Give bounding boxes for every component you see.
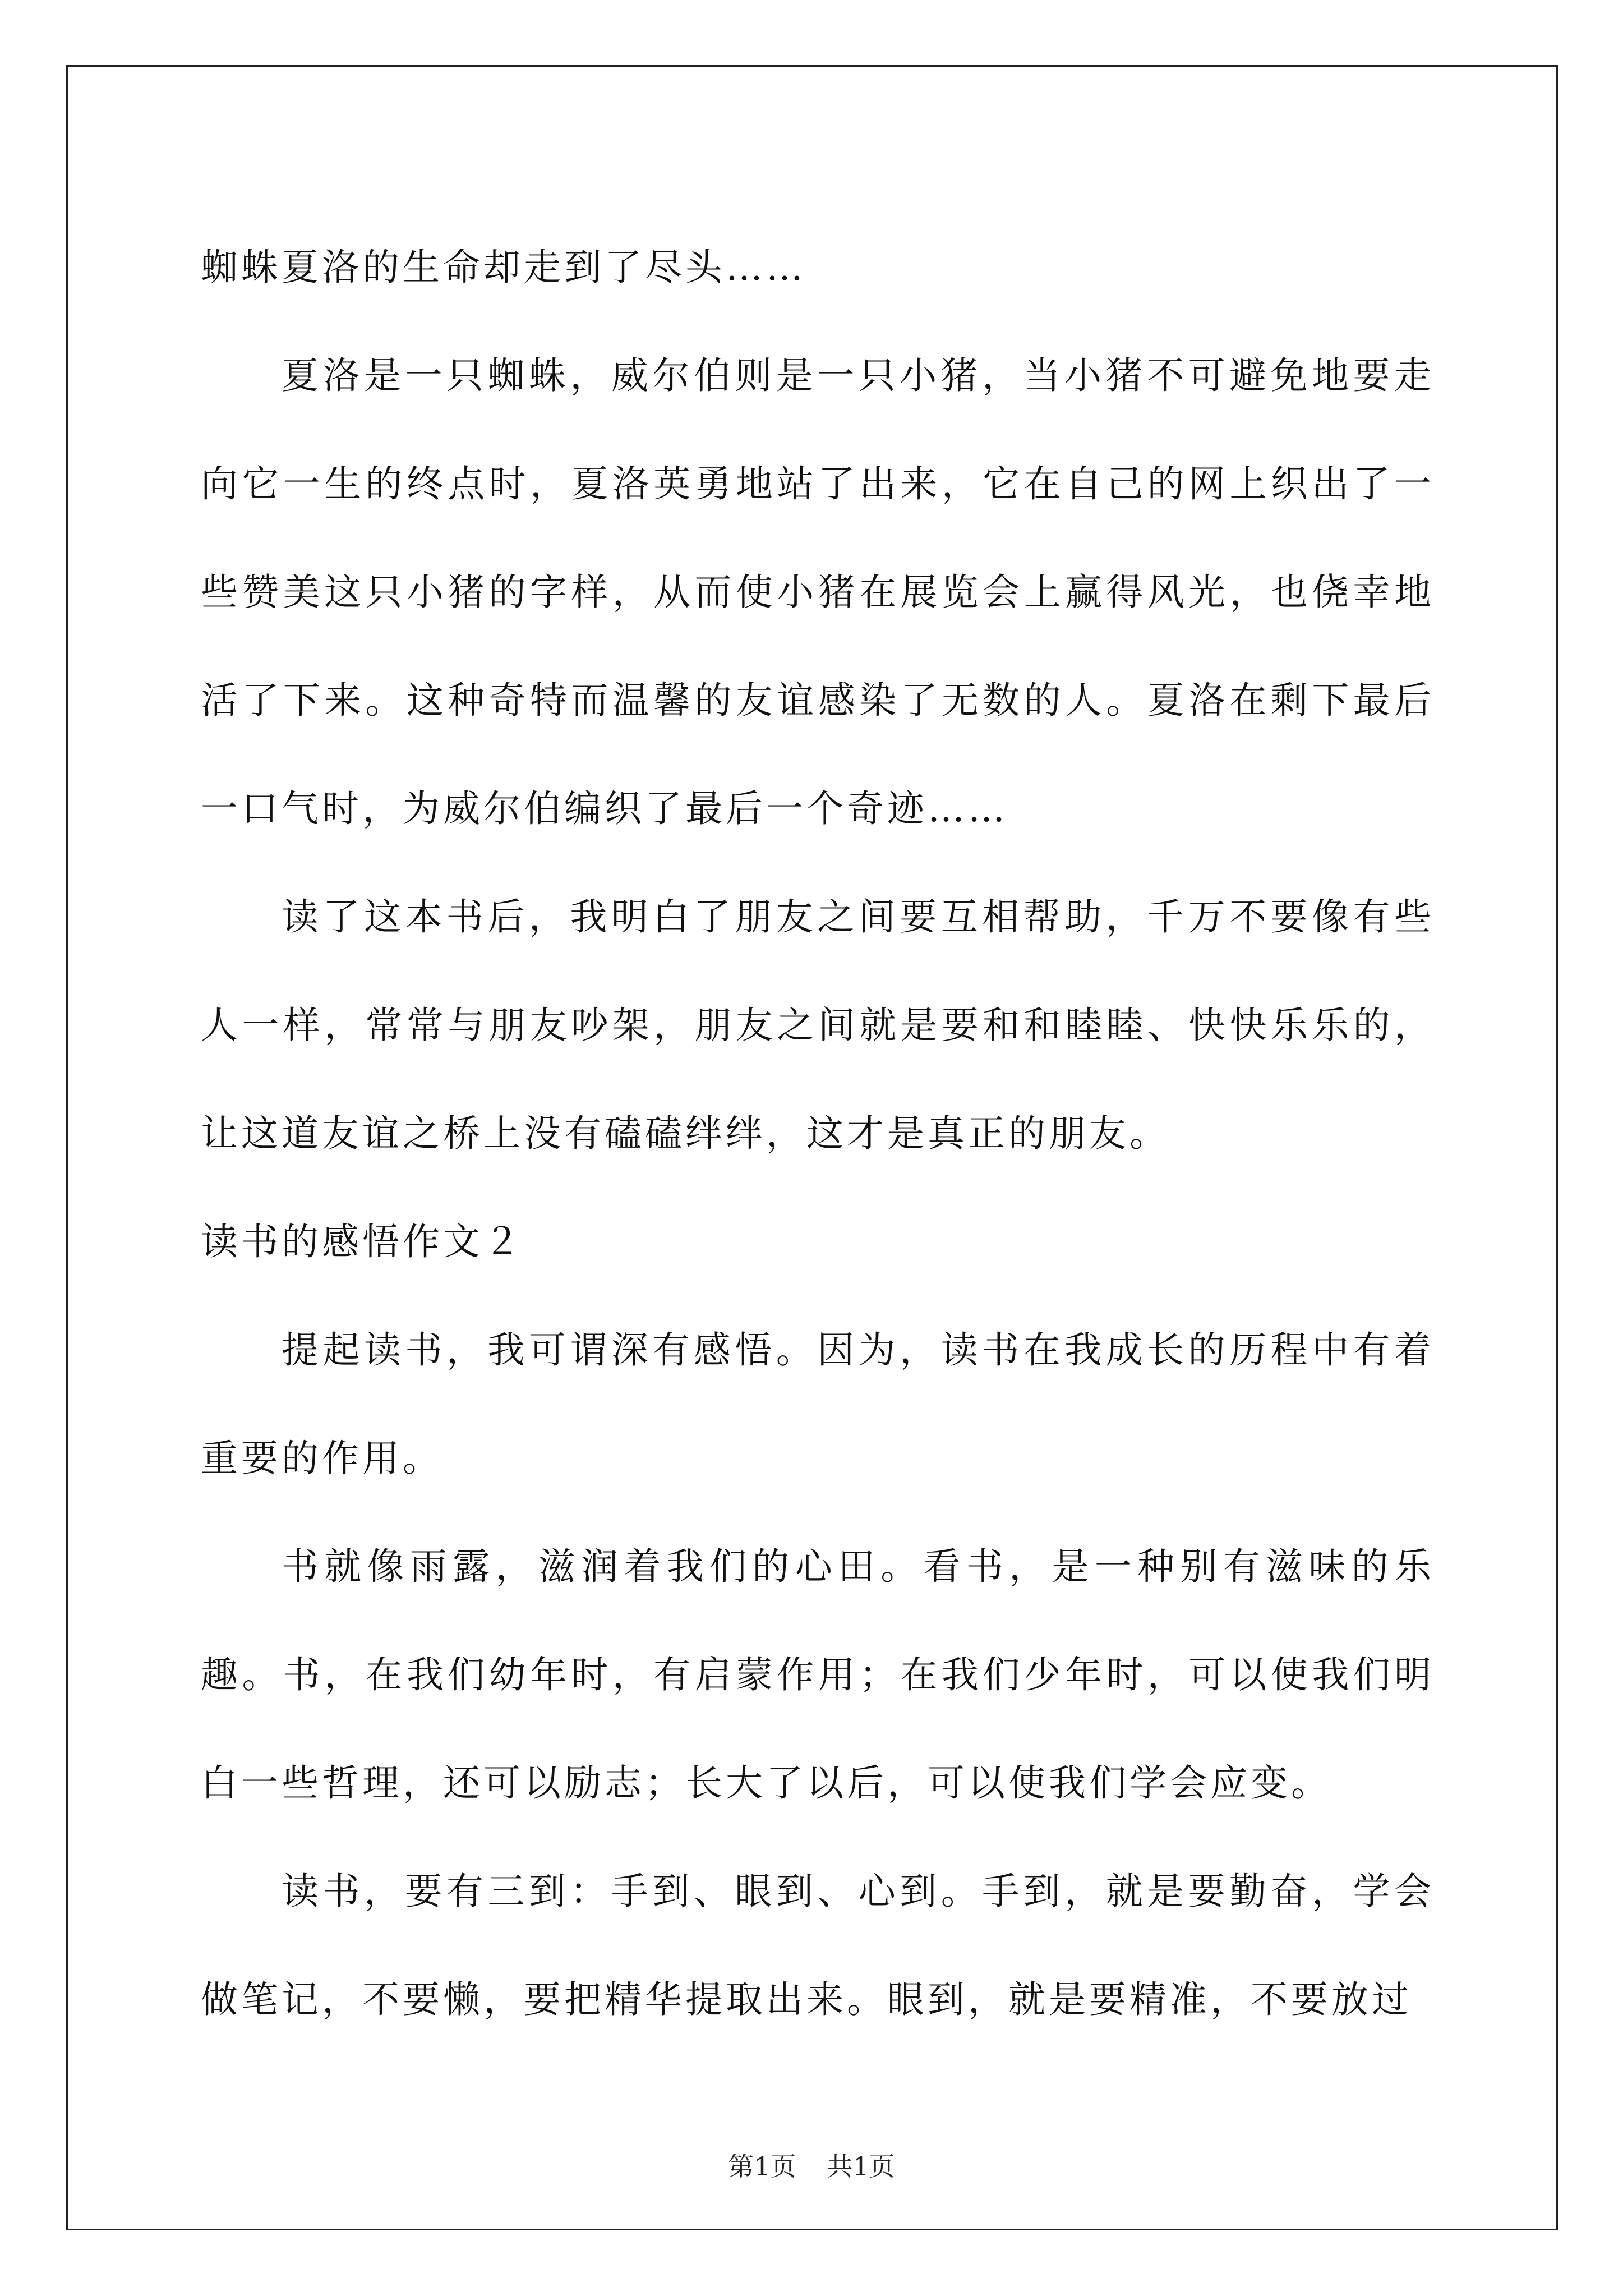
paragraph: 书就像雨露，滋润着我们的心田。看书，是一种别有滋味的乐趣。书，在我们幼年时，有启蒙作用；在我们少年时，可以使我们明白一些哲理，还可以励志；长大了以后，可以使我们学会应变。	[201, 1545, 1435, 1805]
paragraph: 读书，要有三到：手到、眼到、心到。手到，就是要勤奋，学会做笔记，不要懒，要把精华提取出来。眼到，就是要精准，不要放过	[201, 1870, 1435, 2021]
page-footer	[0, 2146, 1623, 2183]
paragraph: 提起读书，我可谓深有感悟。因为，读书在我成长的历程中有着重要的作用。	[201, 1328, 1435, 1480]
page-total: 共1页	[827, 2151, 895, 2182]
paragraph: 读了这本书后，我明白了朋友之间要互相帮助，千万不要像有些人一样，常常与朋友吵架，朋友之间就是要和和睦睦、快快乐乐的，让这道友谊之桥上没有磕磕绊绊，这才是真正的朋友。	[201, 895, 1435, 1155]
page-number: 第1页	[728, 2151, 796, 2182]
section-heading: 读书的感悟作文２	[201, 1220, 524, 1263]
document-body	[201, 213, 1435, 2054]
paragraph: 蜘蛛夏洛的生命却走到了尽头……	[201, 246, 806, 289]
paragraph: 夏洛是一只蜘蛛，威尔伯则是一只小猪，当小猪不可避免地要走向它一生的终点时，夏洛英勇地站了出来，它在自己的网上织出了一些赞美这只小猪的字样，从而使小猪在展览会上赢得风光，也侥幸地活了下来。这种奇特而温馨的友谊感染了无数的人。夏洛在剩下最后一口气时，为威尔伯编织了最后一个奇迹……	[201, 354, 1435, 830]
